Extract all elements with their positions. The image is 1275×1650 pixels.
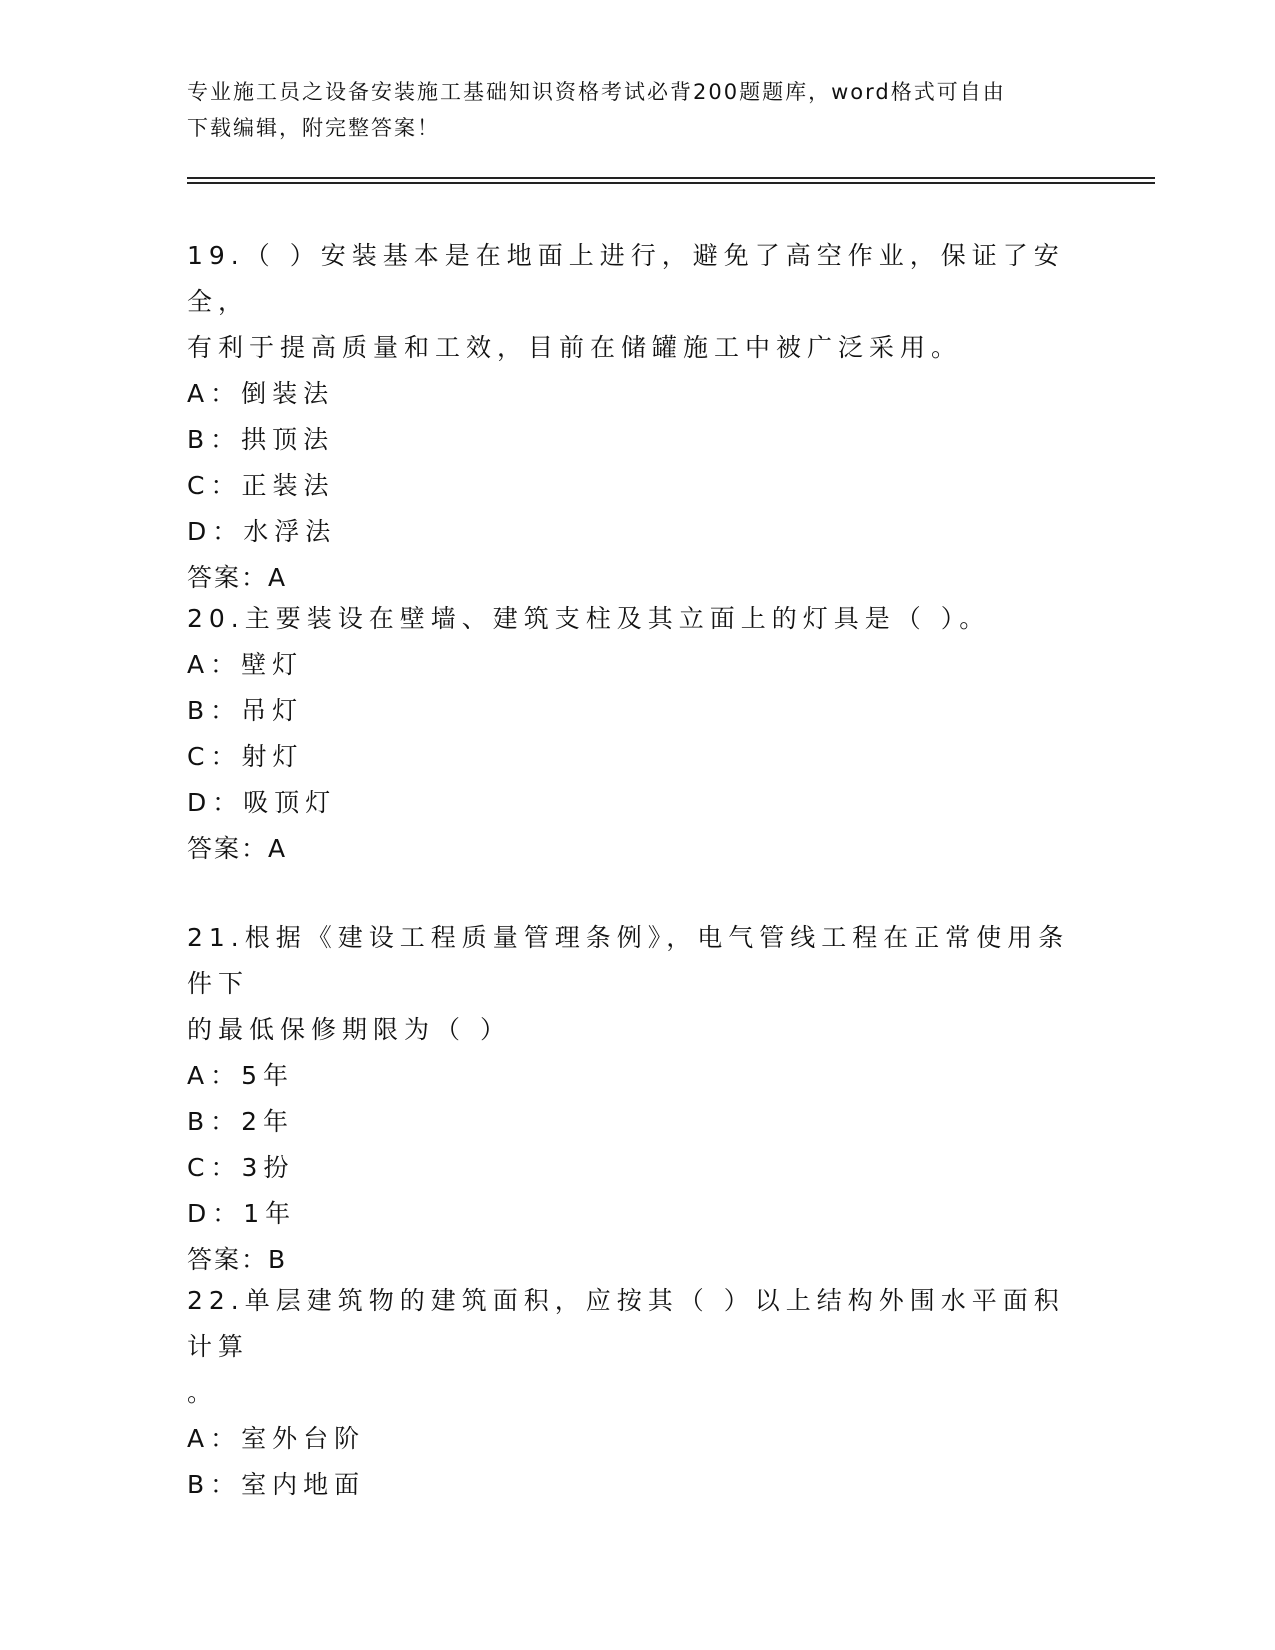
- question-20: [187, 596, 1087, 872]
- question-stem-line: 21.根据《建设工程质量管理条例》，电气管线工程在正常使用条件下: [187, 923, 1070, 998]
- option-c: C：射灯: [187, 742, 304, 771]
- header-divider-bottom: [187, 182, 1155, 184]
- option-d: D：水浮法: [187, 517, 337, 546]
- answer: 答案：A: [187, 563, 288, 592]
- option-c: C：正装法: [187, 471, 335, 500]
- option-d: D：1年: [187, 1199, 297, 1228]
- question-stem-line: 有利于提高质量和工效，目前在储罐施工中被广泛采用。: [187, 333, 963, 362]
- option-b: B：室内地面: [187, 1470, 366, 1499]
- option-b: B：吊灯: [187, 696, 304, 725]
- question-stem-line: 的最低保修期限为（ ）: [187, 1015, 511, 1044]
- question-21: [187, 915, 1087, 1283]
- option-a: A：壁灯: [187, 650, 304, 679]
- answer: 答案：A: [187, 834, 288, 863]
- header-line-1: 专业施工员之设备安装施工基础知识资格考试必背200题题库，word格式可自由: [187, 80, 1006, 104]
- answer: 答案：B: [187, 1245, 288, 1274]
- document-header: [187, 74, 1087, 146]
- option-b: B：2年: [187, 1107, 295, 1136]
- option-a: A：5年: [187, 1061, 295, 1090]
- question-22: [187, 1278, 1087, 1508]
- question-stem-line: 20.主要装设在壁墙、建筑支柱及其立面上的灯具是（ ）。: [187, 604, 991, 633]
- option-d: D：吸顶灯: [187, 788, 337, 817]
- question-stem-line: 19.（ ）安装基本是在地面上进行，避免了高空作业，保证了安全，: [187, 241, 1065, 316]
- question-stem-line: 22.单层建筑物的建筑面积，应按其（ ）以上结构外围水平面积计算: [187, 1286, 1065, 1361]
- question-stem-line: 。: [187, 1378, 219, 1407]
- option-b: B：拱顶法: [187, 425, 335, 454]
- header-divider-top: [187, 177, 1155, 179]
- option-a: A：倒装法: [187, 379, 335, 408]
- header-line-2: 下载编辑，附完整答案！: [187, 116, 440, 140]
- option-a: A：室外台阶: [187, 1424, 366, 1453]
- question-19: [187, 233, 1087, 601]
- option-c: C：3扮: [187, 1153, 295, 1182]
